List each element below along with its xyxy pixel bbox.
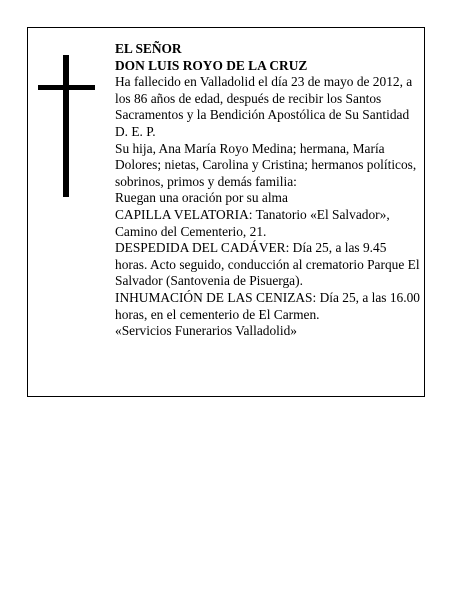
notice-paragraph-burial: INHUMACIÓN DE LAS CENIZAS: Día 25, a las 16.00 horas, en el cementerio de El Carmen. (115, 289, 420, 322)
notice-paragraph-family: Su hija, Ana María Royo Medina; hermana, María Dolores; nietas, Carolina y Cristina; hermanos políticos, sobrinos, primos y demás familia: (115, 140, 417, 189)
notice-paragraph-prayer: Ruegan una oración por su alma (115, 190, 288, 206)
notice-text (115, 41, 421, 340)
notice-paragraph-farewell: DESPEDIDA DEL CADÁVER: Día 25, a las 9.45 horas. Acto seguido, conducción al crematorio Parque El Salvador (Santovenia de Pisuerga). (115, 240, 420, 289)
cross-vertical-bar (63, 55, 69, 197)
notice-paragraph-services: «Servicios Funerarios Valladolid» (115, 323, 297, 339)
cross-icon (38, 55, 95, 197)
notice-paragraph-chapel: CAPILLA VELATORIA: Tanatorio «El Salvador», Camino del Cementerio, 21. (115, 206, 390, 239)
notice-heading-title: EL SEÑOR (115, 41, 182, 56)
cross-horizontal-bar (38, 85, 95, 90)
notice-paragraph-death: Ha fallecido en Valladolid el día 23 de mayo de 2012, a los 86 años de edad, después de recibir los Santos Sacramentos y la Bendición Apostólica de Su Santidad D. E. P. (115, 74, 413, 139)
notice-heading-name: DON LUIS ROYO DE LA CRUZ (115, 57, 308, 73)
obituary-notice (27, 27, 425, 397)
